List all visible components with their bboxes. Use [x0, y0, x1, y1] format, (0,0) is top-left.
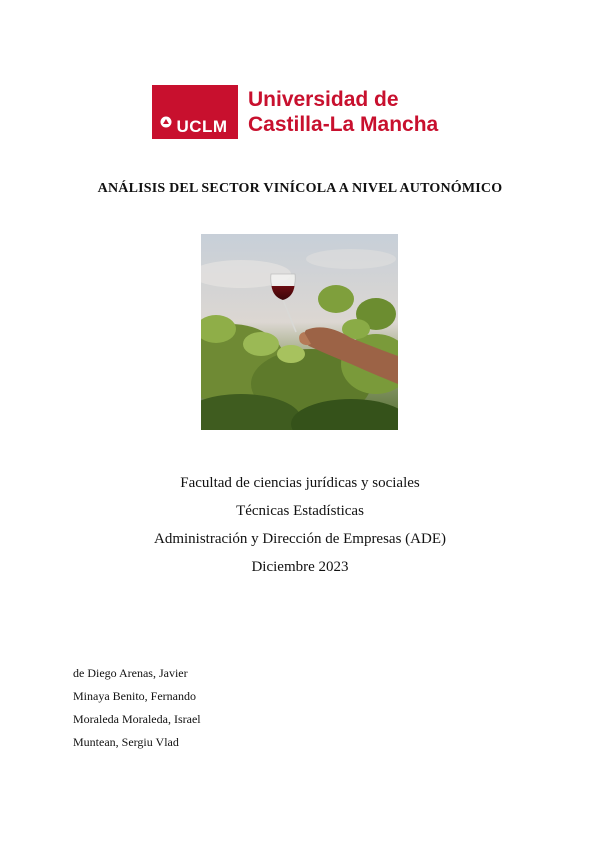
author-item: Moraleda Moraleda, Israel [73, 712, 201, 726]
authors-list [73, 665, 201, 757]
logo-name-line2: Castilla-La Mancha [248, 113, 439, 136]
cover-photo [201, 234, 398, 430]
wine-glass-vineyard-photo [201, 234, 398, 430]
author-item: Muntean, Sergiu Vlad [73, 735, 179, 749]
info-date: Diciembre 2023 [251, 559, 349, 575]
logo-name-line1: Universidad de [248, 88, 399, 111]
document-info [0, 472, 600, 584]
info-degree: Administración y Dirección de Empresas (ADE) [154, 531, 446, 547]
info-faculty: Facultad de ciencias jurídicas y sociales [180, 475, 420, 491]
logo-acronym: UCLM [176, 117, 228, 136]
logo-badge [152, 85, 238, 139]
info-subject: Técnicas Estadísticas [236, 503, 364, 519]
author-item: Minaya Benito, Fernando [73, 689, 196, 703]
university-logo [152, 85, 438, 139]
author-item: de Diego Arenas, Javier [73, 666, 188, 680]
document-title: ANÁLISIS DEL SECTOR VINÍCOLA A NIVEL AUTONÓMICO [97, 181, 503, 196]
emblem-icon [160, 116, 172, 128]
logo-wordmark [248, 87, 438, 137]
